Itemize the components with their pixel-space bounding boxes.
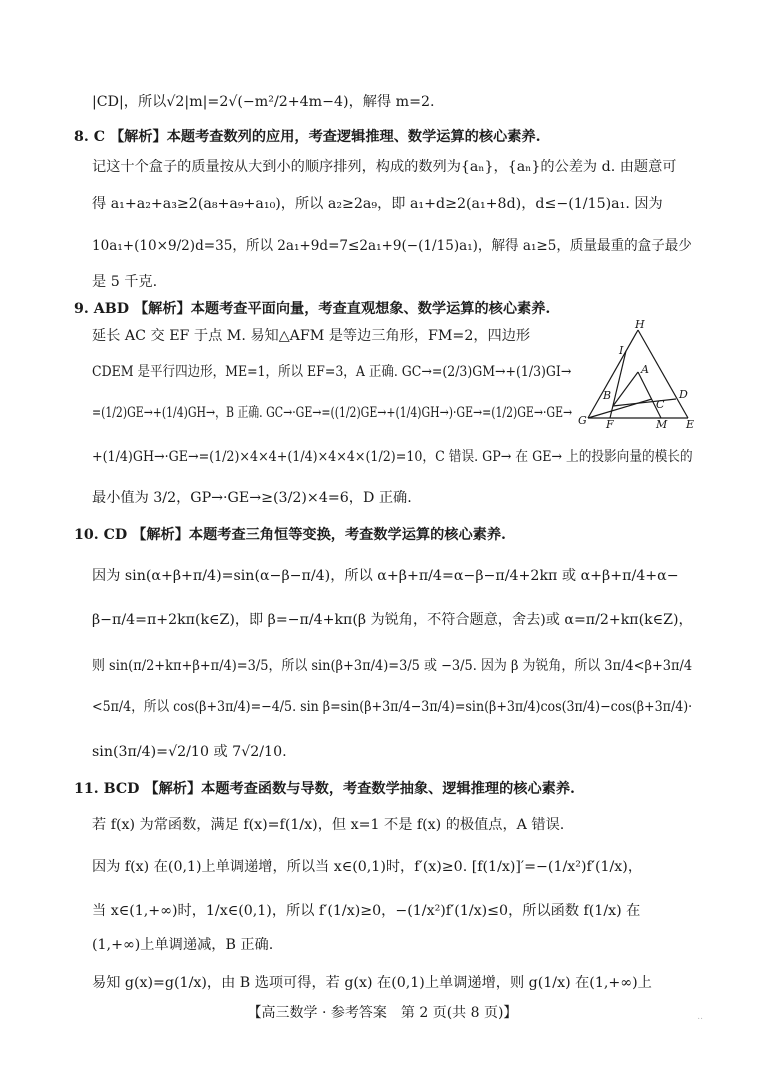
question-10-heading: 10. CD 【解析】本题考查三角恒等变换，考查数学运算的核心素养. — [74, 527, 506, 543]
text-line: 记这十个盒子的质量按从大到小的顺序排列，构成的数列为{aₙ}，{aₙ}的公差为 d. 由题意可 — [92, 159, 677, 175]
segment-AM — [638, 372, 661, 418]
text-line: 若 f(x) 为常函数，满足 f(x)=f(1/x)，但 x=1 不是 f(x) 的极值点，A 错误. — [92, 817, 565, 833]
text-line: +(1/4)GH→·GE→=(1/2)×4×4+(1/4)×4×4×(1/2)=10，C 错误. GP→ 在 GE→ 上的投影向量的模长的 — [92, 449, 693, 465]
text-line: β−π/4=π+2kπ(k∈Z)，即 β=−π/4+kπ(β 为锐角，不符合题意，舍去)或 α=π/2+kπ(k∈Z)， — [92, 612, 693, 628]
text-line: 因为 f(x) 在(0,1)上单调递增，所以当 x∈(0,1)时，f′(x)≥0. [f(1/x)]′=−(1/x²)f′(1/x)， — [92, 859, 643, 875]
label-H: H — [635, 318, 645, 331]
label-M: M — [656, 418, 668, 430]
geometry-figure — [576, 318, 700, 430]
text-line: 得 a₁+a₂+a₃≥2(a₈+a₉+a₁₀)，所以 a₂≥2a₉，即 a₁+d≥2(a₁+8d)，d≤−(1/15)a₁. 因为 — [92, 196, 663, 212]
question-11-heading: 11. BCD 【解析】本题考查函数与导数，考查数学抽象、逻辑推理的核心素养. — [74, 781, 575, 797]
text-line: 当 x∈(1,+∞)时，1/x∈(0,1)，所以 f′(1/x)≥0，−(1/x²)f′(1/x)≤0，所以函数 f(1/x) 在 — [92, 903, 641, 919]
text-line: 10a₁+(10×9/2)d=35，所以 2a₁+9d=7≤2a₁+9(−(1/15)a₁)，解得 a₁≥5，质量最重的盒子最少 — [92, 238, 692, 254]
corner-mark: .. — [697, 1012, 703, 1022]
label-B: B — [603, 389, 612, 402]
label-D: D — [679, 388, 688, 401]
text-line: =(1/2)GE→+(1/4)GH→，B 正确. GC→·GE→=((1/2)GE→+(1/4)GH→)·GE→=(1/2)GE→·GE→ — [92, 405, 573, 421]
label-F: F — [606, 418, 614, 430]
label-E: E — [686, 418, 695, 430]
question-9-heading: 9. ABD 【解析】本题考查平面向量，考查直观想象、数学运算的核心素养. — [74, 301, 551, 317]
label-G: G — [578, 414, 587, 427]
text-line: |CD|，所以√2|m|=2√(−m²/2+4m−4)，解得 m=2. — [92, 94, 435, 110]
text-line: 则 sin(π/2+kπ+β+π/4)=3/5，所以 sin(β+3π/4)=3/5 或 −3/5. 因为 β 为锐角，所以 3π/4<β+3π/4 — [92, 658, 693, 674]
text-line: 因为 sin(α+β+π/4)=sin(α−β−π/4)，所以 α+β+π/4=α−β−π/4+2kπ 或 α+β+π/4+α− — [92, 568, 679, 584]
text-line: CDEM 是平行四边形，ME=1，所以 EF=3，A 正确. GC→=(2/3)GM→+(1/3)GI→ — [92, 364, 572, 380]
text-line: 延长 AC 交 EF 于点 M. 易知△AFM 是等边三角形，FM=2，四边形 — [92, 328, 531, 344]
text-line: <5π/4，所以 cos(β+3π/4)=−4/5. sin β=sin(β+3π/4−3π/4)=sin(β+3π/4)cos(3π/4)−cos(β+3π/4)· — [92, 699, 693, 715]
page-footer: 【高三数学 · 参考答案 第 2 页(共 8 页)】 — [247, 1005, 518, 1021]
label-I: I — [619, 344, 624, 357]
text-line: sin(3π/4)=√2/10 或 7√2/10. — [92, 744, 287, 760]
text-line: 易知 g(x)=g(1/x)，由 B 选项可得，若 g(x) 在(0,1)上单调递增，则 g(1/x) 在(1,+∞)上 — [92, 975, 652, 991]
text-line: (1,+∞)上单调递减，B 正确. — [92, 937, 274, 953]
label-C: C — [656, 398, 665, 411]
question-8-heading: 8. C 【解析】本题考查数列的应用，考查逻辑推理、数学运算的核心素养. — [74, 129, 541, 145]
label-A: A — [641, 363, 649, 376]
text-line: 最小值为 3/2，GP→·GE→≥(3/2)×4=6，D 正确. — [92, 490, 412, 506]
segment-BD — [613, 399, 676, 406]
text-line: 是 5 千克. — [92, 274, 158, 290]
